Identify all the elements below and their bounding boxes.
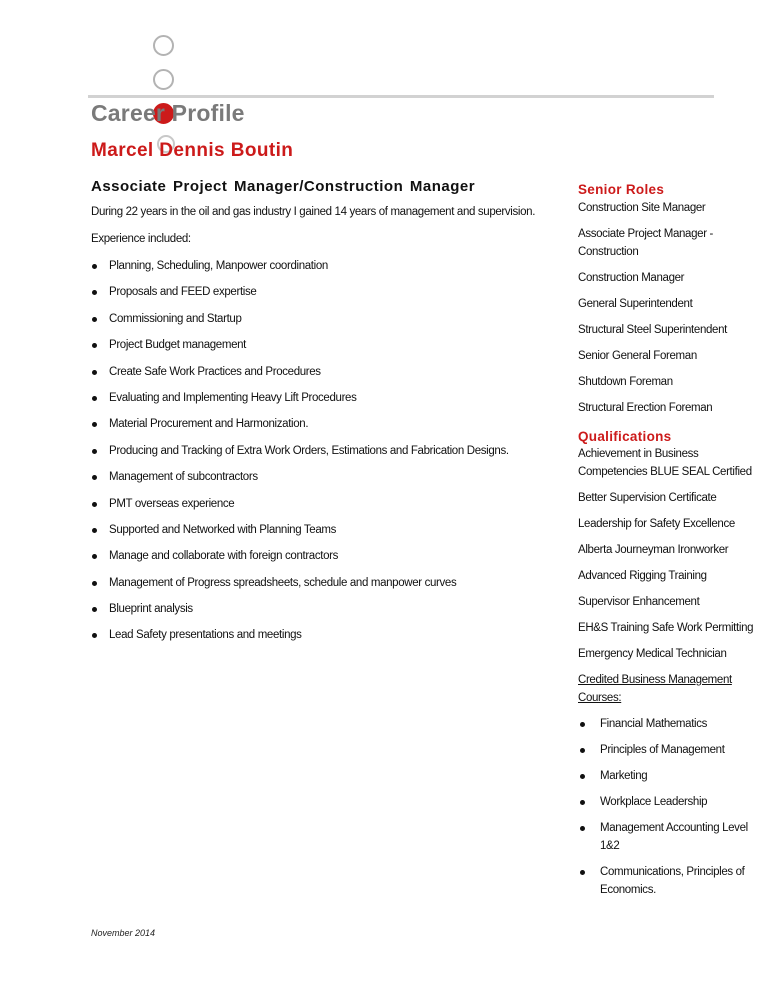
bullet-icon <box>92 264 97 269</box>
section-title: Career Profile <box>91 100 245 126</box>
list-item: Producing and Tracking of Extra Work Orders, Estimations and Fabrication Designs. <box>91 443 561 469</box>
bullet-icon <box>92 422 97 427</box>
qualification-item: Supervisor Enhancement <box>578 596 700 608</box>
courses-heading: Credited Business Management Courses: <box>578 674 732 704</box>
bullet-icon <box>92 607 97 612</box>
bullet-icon <box>580 722 585 727</box>
list-item: Management of Progress spreadsheets, schedule and manpower curves <box>91 575 561 601</box>
bullet-icon <box>92 396 97 401</box>
senior-role-item: Shutdown Foreman <box>578 376 673 388</box>
list-item: Proposals and FEED expertise <box>91 284 561 310</box>
list-item: Financial Mathematics <box>578 715 768 733</box>
bullet-icon <box>580 748 585 753</box>
experience-list <box>91 258 561 654</box>
qualification-item: Leadership for Safety Excellence <box>578 518 735 530</box>
bullet-icon <box>92 317 97 322</box>
list-item: Principles of Management <box>578 741 768 759</box>
senior-role-item: Associate Project Manager - Construction <box>578 228 714 258</box>
decorative-circle-2 <box>153 69 174 90</box>
bullet-icon <box>92 343 97 348</box>
list-item: Supported and Networked with Planning Teams <box>91 522 561 548</box>
list-item: Management of subcontractors <box>91 469 561 495</box>
qualification-item: Advanced Rigging Training <box>578 570 707 582</box>
bullet-icon <box>92 581 97 586</box>
senior-roles-heading: Senior Roles <box>578 182 665 197</box>
senior-role-item: Structural Erection Foreman <box>578 402 713 414</box>
qualification-item: EH&S Training Safe Work Permitting <box>578 622 754 634</box>
courses-list <box>578 715 768 899</box>
list-item: Evaluating and Implementing Heavy Lift Procedures <box>91 390 561 416</box>
footer-date: November 2014 <box>91 928 156 938</box>
sidebar <box>578 182 768 899</box>
bullet-icon <box>92 633 97 638</box>
list-item: Communications, Principles of Economics. <box>578 863 760 899</box>
bullet-icon <box>92 475 97 480</box>
senior-role-item: Construction Site Manager <box>578 202 706 214</box>
bullet-icon <box>92 290 97 295</box>
list-item: Project Budget management <box>91 337 561 363</box>
senior-role-item: Structural Steel Superintendent <box>578 324 727 336</box>
list-item: PMT overseas experience <box>91 496 561 522</box>
senior-role-item: Senior General Foreman <box>578 350 697 362</box>
senior-role-item: Construction Manager <box>578 272 685 284</box>
header-rule <box>88 95 714 98</box>
list-item: Planning, Scheduling, Manpower coordination <box>91 258 561 284</box>
bullet-icon <box>92 554 97 559</box>
qualification-item: Emergency Medical Technician <box>578 648 727 660</box>
bullet-icon <box>92 528 97 533</box>
qualification-item: Alberta Journeyman Ironworker <box>578 544 729 556</box>
qualifications-heading: Qualifications <box>578 429 672 444</box>
intro-text: During 22 years in the oil and gas industry I gained 14 years of management and supervision. <box>91 206 536 218</box>
person-name: Marcel Dennis Boutin <box>91 140 294 161</box>
bullet-icon <box>580 870 585 875</box>
list-item: Marketing <box>578 767 768 785</box>
qualification-item: Better Supervision Certificate <box>578 492 717 504</box>
role-title: Associate Project Manager/Construction Manager <box>91 178 476 195</box>
bullet-icon <box>92 449 97 454</box>
experience-label: Experience included: <box>91 233 191 245</box>
bullet-icon <box>580 774 585 779</box>
bullet-icon <box>580 826 585 831</box>
qualification-item: Achievement in Business Competencies BLUE SEAL Certified <box>578 448 752 478</box>
list-item: Manage and collaborate with foreign contractors <box>91 548 561 574</box>
list-item: Material Procurement and Harmonization. <box>91 416 561 442</box>
list-item: Lead Safety presentations and meetings <box>91 627 561 653</box>
senior-role-item: General Superintendent <box>578 298 693 310</box>
list-item: Management Accounting Level 1&2 <box>578 819 760 855</box>
list-item: Commissioning and Startup <box>91 311 561 337</box>
list-item: Workplace Leadership <box>578 793 768 811</box>
list-item: Create Safe Work Practices and Procedures <box>91 364 561 390</box>
list-item: Blueprint analysis <box>91 601 561 627</box>
bullet-icon <box>92 502 97 507</box>
bullet-icon <box>92 370 97 375</box>
bullet-icon <box>580 800 585 805</box>
decorative-circle-1 <box>153 35 174 56</box>
